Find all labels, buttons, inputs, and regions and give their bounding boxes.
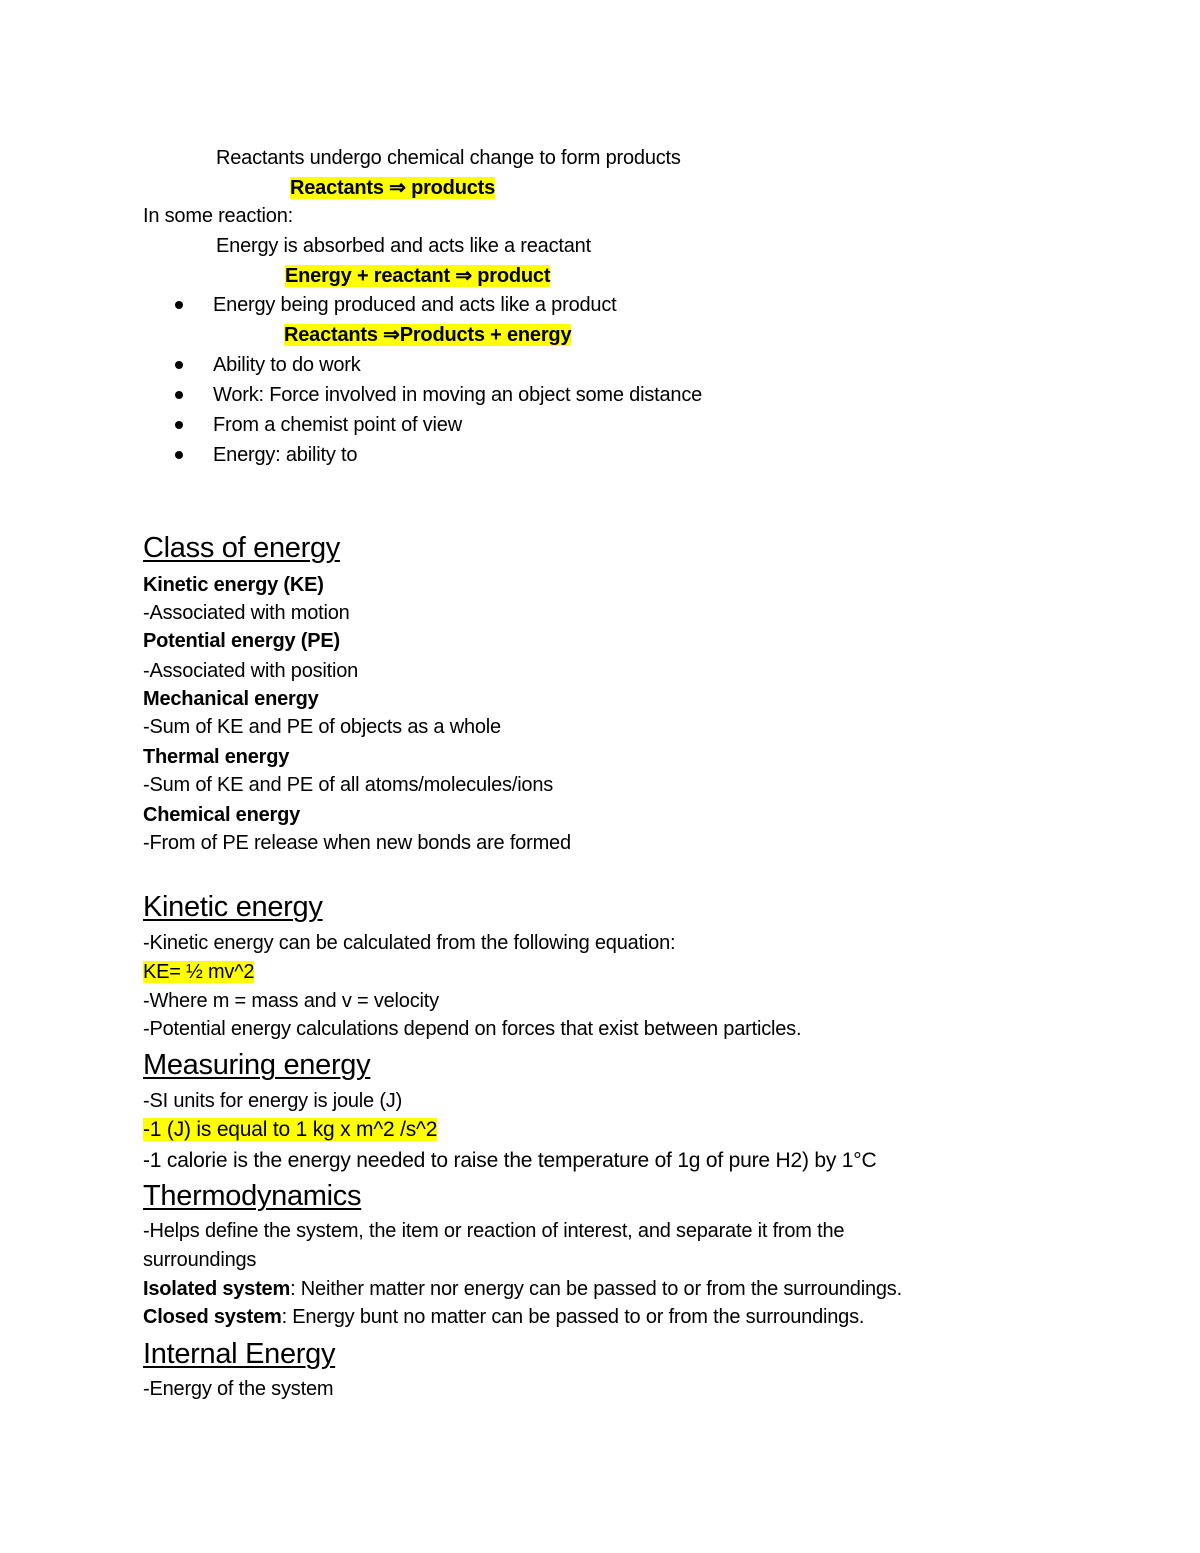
term-title: Potential energy (PE) xyxy=(143,630,340,652)
bullet-item: Energy being produced and acts like a product xyxy=(213,294,617,316)
highlight: Reactants ⇒ products xyxy=(290,177,496,199)
body-line: -SI units for energy is joule (J) xyxy=(143,1090,403,1112)
equation-joule xyxy=(143,1117,437,1143)
bullet-icon xyxy=(175,361,183,369)
equation-products-energy xyxy=(284,322,571,348)
term-text: : Energy bunt no matter can be passed to or from the surroundings. xyxy=(281,1306,865,1328)
body-line: -Helps define the system, the item or reaction of interest, and separate it from the xyxy=(143,1220,845,1242)
term-title: Kinetic energy (KE) xyxy=(143,574,324,596)
term-label: Closed system xyxy=(143,1306,282,1328)
equation-energy-reactant xyxy=(285,263,550,289)
section-heading: Class of energy xyxy=(143,532,340,564)
body-line: -Energy of the system xyxy=(143,1378,334,1400)
term-description: -From of PE release when new bonds are formed xyxy=(143,832,571,854)
highlight: Energy + reactant ⇒ product xyxy=(285,265,551,287)
term-label: Isolated system xyxy=(143,1278,291,1300)
body-line: -Kinetic energy can be calculated from the following equation: xyxy=(143,932,676,954)
bullet-icon xyxy=(175,301,183,309)
body-line: -1 calorie is the energy needed to raise the temperature of 1g of pure H2) by 1°C xyxy=(143,1149,877,1172)
term-title: Mechanical energy xyxy=(143,688,319,710)
body-line: -Potential energy calculations depend on forces that exist between particles. xyxy=(143,1018,802,1040)
term-description: -Associated with motion xyxy=(143,602,350,624)
bullet-item: Ability to do work xyxy=(213,354,361,376)
term-description: -Associated with position xyxy=(143,660,359,682)
term-title: Thermal energy xyxy=(143,746,290,768)
bullet-icon xyxy=(175,421,183,429)
bullet-icon xyxy=(175,391,183,399)
highlight: Reactants ⇒Products + energy xyxy=(284,324,572,346)
term-text: : Neither matter nor energy can be passed to or from the surroundings. xyxy=(290,1278,902,1300)
equation-kinetic xyxy=(143,959,254,985)
section-heading: Thermodynamics xyxy=(143,1180,362,1212)
highlight: KE= ½ mv^2 xyxy=(143,961,255,983)
body-line: surroundings xyxy=(143,1249,257,1271)
bullet-item: From a chemist point of view xyxy=(213,414,462,436)
highlight: -1 (J) is equal to 1 kg x m^2 /s^2 xyxy=(143,1118,438,1141)
term-description: -Sum of KE and PE of all atoms/molecules/ions xyxy=(143,774,554,796)
bullet-item: Energy: ability to xyxy=(213,444,358,466)
body-line: -Where m = mass and v = velocity xyxy=(143,990,439,1012)
section-heading: Kinetic energy xyxy=(143,891,323,923)
isolated-system-line xyxy=(143,1276,902,1302)
closed-system-line xyxy=(143,1304,864,1330)
term-title: Chemical energy xyxy=(143,804,301,826)
intro-line: Reactants undergo chemical change to form products xyxy=(216,147,681,169)
equation-reactants-products xyxy=(290,175,495,201)
bullet-item: Work: Force involved in moving an object some distance xyxy=(213,384,703,406)
bullet-icon xyxy=(175,451,183,459)
intro-line: In some reaction: xyxy=(143,205,294,227)
section-heading: Internal Energy xyxy=(143,1338,336,1370)
section-heading: Measuring energy xyxy=(143,1049,371,1081)
term-description: -Sum of KE and PE of objects as a whole xyxy=(143,716,501,738)
intro-line: Energy is absorbed and acts like a reactant xyxy=(216,235,591,257)
